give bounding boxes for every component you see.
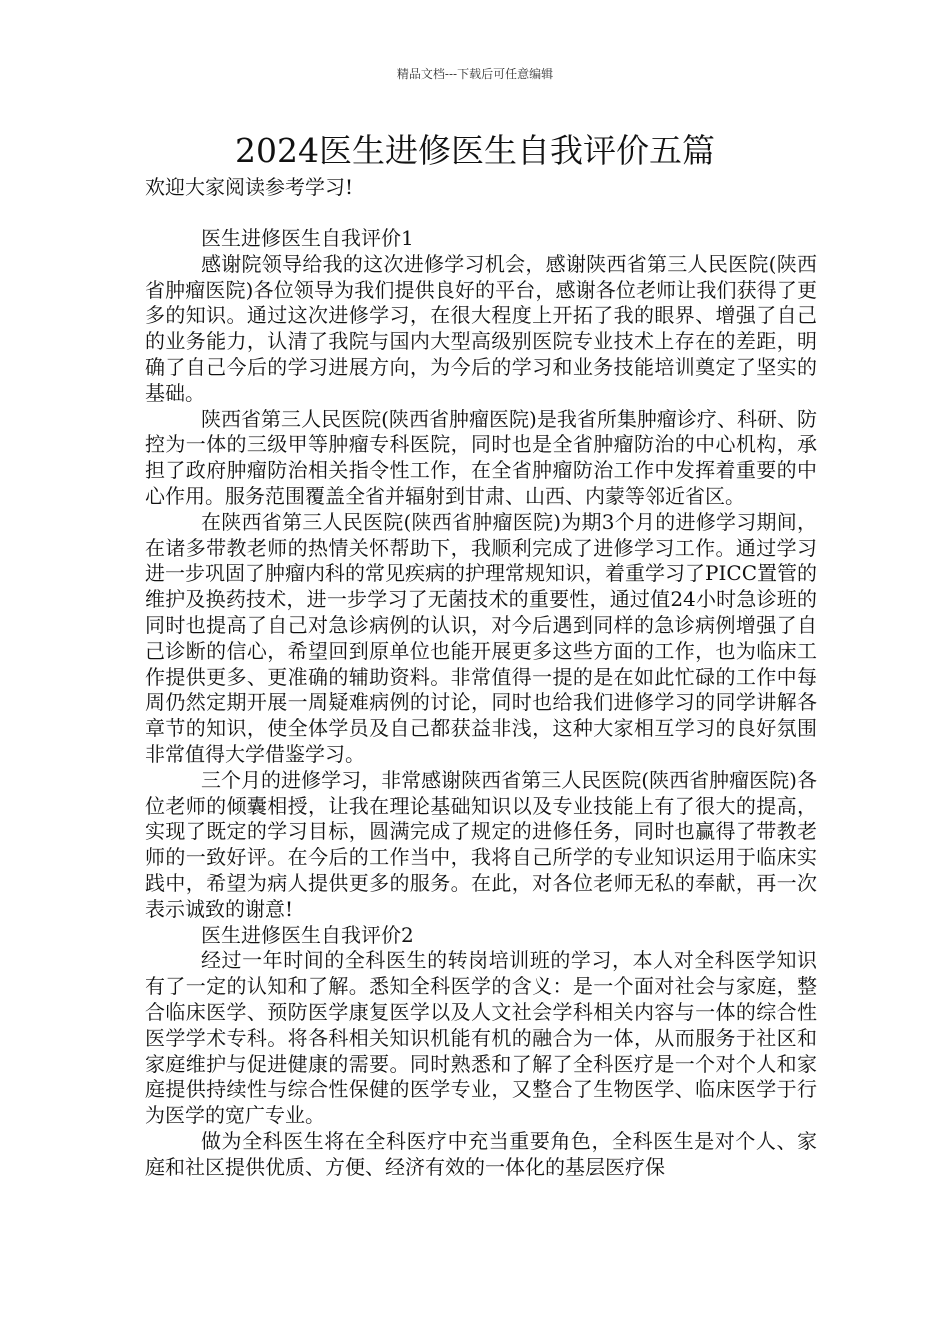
paragraph: 在陕西省第三人民医院(陕西省肿瘤医院)为期3个月的进修学习期间，在诸多带教老师的热情关怀帮助下，我顺利完成了进修学习工作。通过学习进一步巩固了肿瘤内科的常见疾病的护理常规知识，着重学习了PICC置管的维护及换药技术，进一步学习了无菌技术的重要性，通过值24小时急诊班的同时也提高了自己对急诊病例的认识，对今后遇到同样的急诊病例增强了自己诊断的信心，希望回到原单位也能开展更多这些方面的工作，也为临床工作提供更多、更准确的辅助资料。非常值得一提的是在如此忙碌的工作中每周仍然定期开展一周疑难病例的讨论，同时也给我们进修学习的同学讲解各章节的知识，使全体学员及自己都获益非浅，这种大家相互学习的良好氛围非常值得大学借鉴学习。	[145, 509, 817, 766]
section-heading-2: 医生进修医生自我评价2	[201, 922, 414, 947]
document-title: 2024医生进修医生自我评价五篇	[235, 131, 715, 170]
paragraph: 三个月的进修学习，非常感谢陕西省第三人民医院(陕西省肿瘤医院)各位老师的倾囊相授，让我在理论基础知识以及专业技能上有了很大的提高，实现了既定的学习目标，圆满完成了规定的进修任务，同时也赢得了带教老师的一致好评。在今后的工作当中，我将自己所学的专业知识运用于临床实践中，希望为病人提供更多的服务。在此，对各位老师无私的奉献，再一次表示诚致的谢意!	[145, 767, 817, 921]
paragraph: 感谢院领导给我的这次进修学习机会，感谢陕西省第三人民医院(陕西省肿瘤医院)各位领导为我们提供良好的平台，感谢各位老师让我们获得了更多的知识。通过这次进修学习，在很大程度上开拓了我的眼界、增强了自己的业务能力，认清了我院与国内大型高级别医院专业技术上存在的差距，明确了自己今后的学习进展方向，为今后的学习和业务技能培训奠定了坚实的基础。	[145, 251, 817, 405]
intro-text: 欢迎大家阅读参考学习!	[145, 175, 354, 199]
paragraph: 陕西省第三人民医院(陕西省肿瘤医院)是我省所集肿瘤诊疗、科研、防控为一体的三级甲等肿瘤专科医院，同时也是全省肿瘤防治的中心机构，承担了政府肿瘤防治相关指令性工作，在全省肿瘤防治工作中发挥着重要的中心作用。服务范围覆盖全省并辐射到甘肃、山西、内蒙等邻近省区。	[145, 406, 817, 508]
paragraph: 做为全科医生将在全科医疗中充当重要角色，全科医生是对个人、家庭和社区提供优质、方便、经济有效的一体化的基层医疗保	[145, 1128, 817, 1179]
page-header: 精品文档---下载后可任意编辑	[396, 67, 554, 81]
section-heading-1: 医生进修医生自我评价1	[201, 226, 414, 250]
document-body	[145, 226, 817, 1180]
paragraph: 经过一年时间的全科医生的转岗培训班的学习，本人对全科医学知识有了一定的认知和了解。悉知全科医学的含义：是一个面对社会与家庭，整合临床医学、预防医学康复医学以及人文社会学科相关内容与一体的综合性医学学术专科。将各科相关知识机能有机的融合为一体，从而服务于社区和家庭维护与促进健康的需要。同时熟悉和了解了全科医疗是一个对个人和家庭提供持续性与综合性保健的医学专业，又整合了生物医学、临床医学于行为医学的宽广专业。	[145, 948, 817, 1128]
